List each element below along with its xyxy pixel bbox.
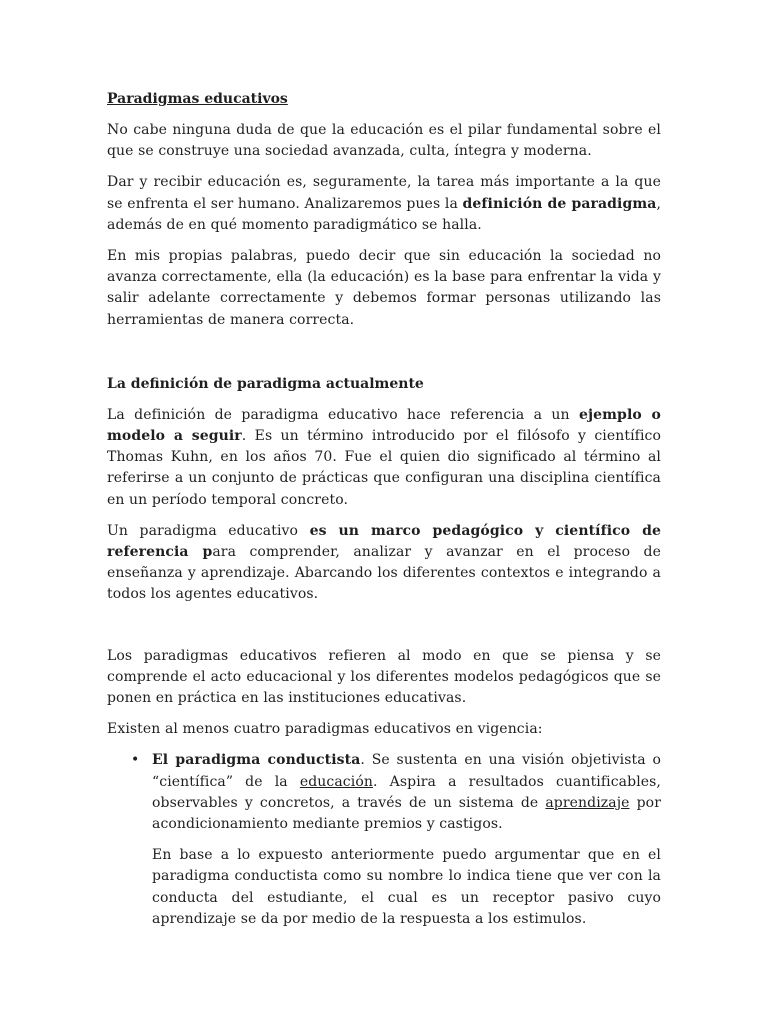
paradigm-list	[107, 750, 661, 835]
paragraph-modo-piensa: Los paradigmas educativos refieren al modo en que se piensa y se comprende el acto educacional y los diferentes modelos pedagógicos que se ponen en práctica en las instituciones educativas.	[107, 647, 661, 707]
paragraph-kuhn	[107, 405, 661, 511]
bold-paradigma-conductista: El paradigma conductista	[152, 752, 361, 769]
bold-ejemplo-modelo: ejemplo o modelo a seguir	[107, 406, 661, 445]
paragraph-opinion: En mis propias palabras, puedo decir que sin educación la sociedad no avanza correctamente, ella (la educación) es la base para enfrentar la vida y salir adelante correctamente y debemos formar personas utilizando las herramientas de manera correcta.	[107, 248, 661, 328]
text-run: . Aspira a resultados cuantificables, observables y concretos, a través de un sistema de	[152, 773, 661, 811]
section-title-definicion: La definición de paradigma actualmente	[107, 375, 424, 392]
paragraph-intro: No cabe ninguna duda de que la educación es el pilar fundamental sobre el que se construye una sociedad avanzada, culta, íntegra y moderna.	[107, 122, 661, 160]
list-item-conductista	[131, 750, 661, 835]
text-run: . Se sustenta en una visión objetivista o “científica” de la	[152, 752, 661, 790]
paragraph-conclusion-conductista: En base a lo expuesto anteriormente puedo argumentar que en el paradigma conductista como su nombre lo indica tiene que ver con la conducta del estudiante, el cual es un receptor pasivo cuyo aprendizaje se da por medio de la respuesta a los estimulos.	[152, 847, 661, 927]
paragraph-cuatro-paradigmas: Existen al menos cuatro paradigmas educativos en vigencia:	[107, 721, 543, 738]
bullet-dot-icon: •	[131, 752, 140, 769]
text-run: , además de en qué momento paradigmático se halla.	[107, 195, 661, 233]
link-educacion[interactable]: educación	[299, 773, 373, 790]
document-title: Paradigmas educativos	[107, 91, 288, 107]
bold-marco-pedagogico: es un marco pedagógico y científico de referencia p	[107, 522, 662, 561]
text-run: . Es un término introducido por el filósofo y científico Thomas Kuhn, en los años 70. Fue el quien dio significado al término al referirse a un conjunto de prácticas que configuran una disciplina científica en un período temporal concreto.	[107, 428, 661, 508]
paragraph-marco-pedagogico	[107, 521, 661, 606]
text-run: ara comprender, analizar y avanzar en el proceso de enseñanza y aprendizaje. Abarcando los diferentes contextos e integrando a todos los agentes educativos.	[107, 544, 661, 603]
text-run: Un paradigma educativo	[107, 522, 310, 539]
text-run: Dar y recibir educación es, seguramente, la tarea más importante a la que se enfrenta el ser humano. Analizaremos pues la	[107, 174, 661, 212]
text-run: por acondicionamiento mediante premios y castigos.	[152, 794, 661, 833]
text-run: La definición de paradigma educativo hace referencia a un	[107, 406, 579, 423]
paragraph-conductista	[152, 750, 661, 835]
bold-definicion-paradigma: definición de paradigma	[462, 195, 657, 212]
link-aprendizaje[interactable]: aprendizaje	[545, 794, 630, 811]
paragraph-definition-intro	[107, 172, 661, 236]
